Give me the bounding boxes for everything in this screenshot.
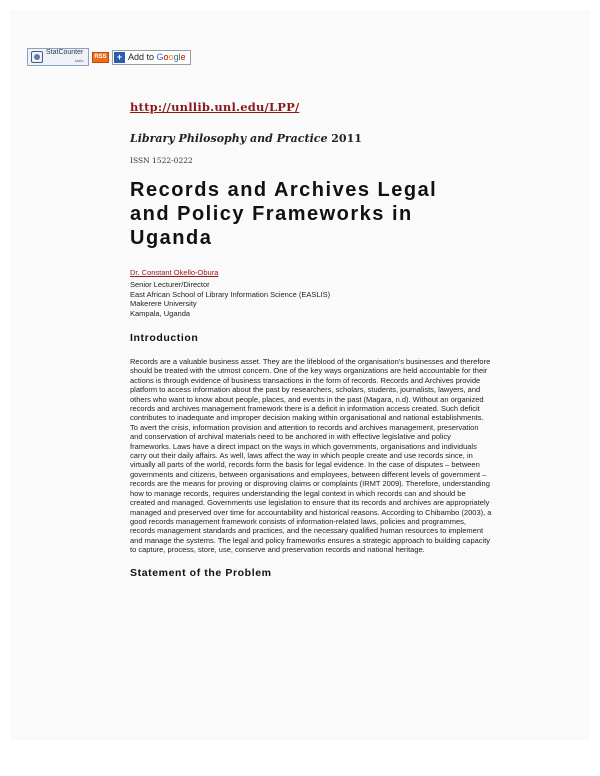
journal-url-link[interactable]: http://unllib.unl.edu/LPP/ bbox=[130, 100, 300, 114]
document-page bbox=[10, 10, 590, 740]
plus-icon: + bbox=[114, 52, 125, 63]
rss-badge[interactable] bbox=[92, 52, 109, 63]
journal-name: Library Philosophy and Practice bbox=[130, 132, 328, 145]
affiliation-line: Makerere University bbox=[130, 299, 197, 308]
issn: ISSN 1522-0222 bbox=[130, 156, 193, 165]
introduction-heading: Introduction bbox=[130, 332, 199, 344]
article-title bbox=[130, 178, 495, 250]
affiliation-line: Senior Lecturer/Director bbox=[130, 280, 210, 289]
statcounter-badge[interactable] bbox=[27, 48, 89, 66]
affiliation-line: Kampala, Uganda bbox=[130, 308, 191, 318]
title-line: Records and Archives Legal bbox=[130, 179, 438, 201]
rss-label: RSS bbox=[94, 54, 107, 60]
introduction-paragraph: Records are a valuable business asset. They are the lifeblood of the organisation's businesses and therefore should be treated with the utmost concern. One of the key ways organizations are held accountable for their actions is through evidence of business transactions in the form of records. Records and Archives provide platform to access information about the past by researchers, scholars, students, journalists, lawyers, and others who want to know about people, places, and events in the past (Magara, n.d). Without an organized records and archives management framework there is a deficit in information access created. Such deficit contributes to inadequate and improper decision making within organisational and national establishments. To avert the crisis, information provision and attention to records and archives management, preservation and conservation of archival materials need to be anchored in with effective legislative and policy frameworks. Laws have a direct impact on the ways in which governments, organisations and individuals carry out their daily affairs. As well, laws affect the way in which people create and use records since, in virtually all parts of the world, records form the basis for legal evidence. In the case of disputes – between governments and citizens, between organisations and employees, between different levels of government – records are the means for proving or disproving claims or complaints (IRMT 2009). Therefore, understanding how to manage records, requires understanding the legal context in which records can and should be created and managed. Governments use legislation to ensure that its records and archives are appropriately managed and preserved over time for accountability and historical reasons. According to Chibambo (2003), a good records management framework consists of information-related laws, policies and programmes, records management standards and practices, and the necessary qualified human resources to implement and manage the systems. The legal and policy frameworks ensures a strategic approach to building capacity to capture, process, store, use, conserve and preservation records and national heritage. bbox=[130, 357, 492, 555]
article-content bbox=[130, 98, 495, 579]
title-line: and Policy Frameworks in bbox=[130, 203, 413, 225]
statcounter-label: StatCounter bbox=[46, 49, 84, 56]
title-line: Uganda bbox=[130, 227, 213, 249]
statcounter-icon bbox=[31, 51, 43, 63]
statcounter-sub: stats bbox=[74, 58, 84, 63]
problem-heading: Statement of the Problem bbox=[130, 566, 272, 579]
author-link[interactable]: Dr. Constant Okello-Obura bbox=[130, 268, 219, 277]
add-to-label: Add to bbox=[128, 52, 157, 62]
journal-year: 2011 bbox=[327, 132, 362, 145]
journal-line bbox=[130, 132, 495, 145]
author-affiliation bbox=[130, 280, 495, 318]
google-logo: Google bbox=[156, 52, 186, 62]
badge-row bbox=[27, 48, 191, 66]
affiliation-line: East African School of Library Information Science (EASLIS) bbox=[130, 289, 331, 299]
add-to-google-button[interactable] bbox=[112, 50, 191, 65]
